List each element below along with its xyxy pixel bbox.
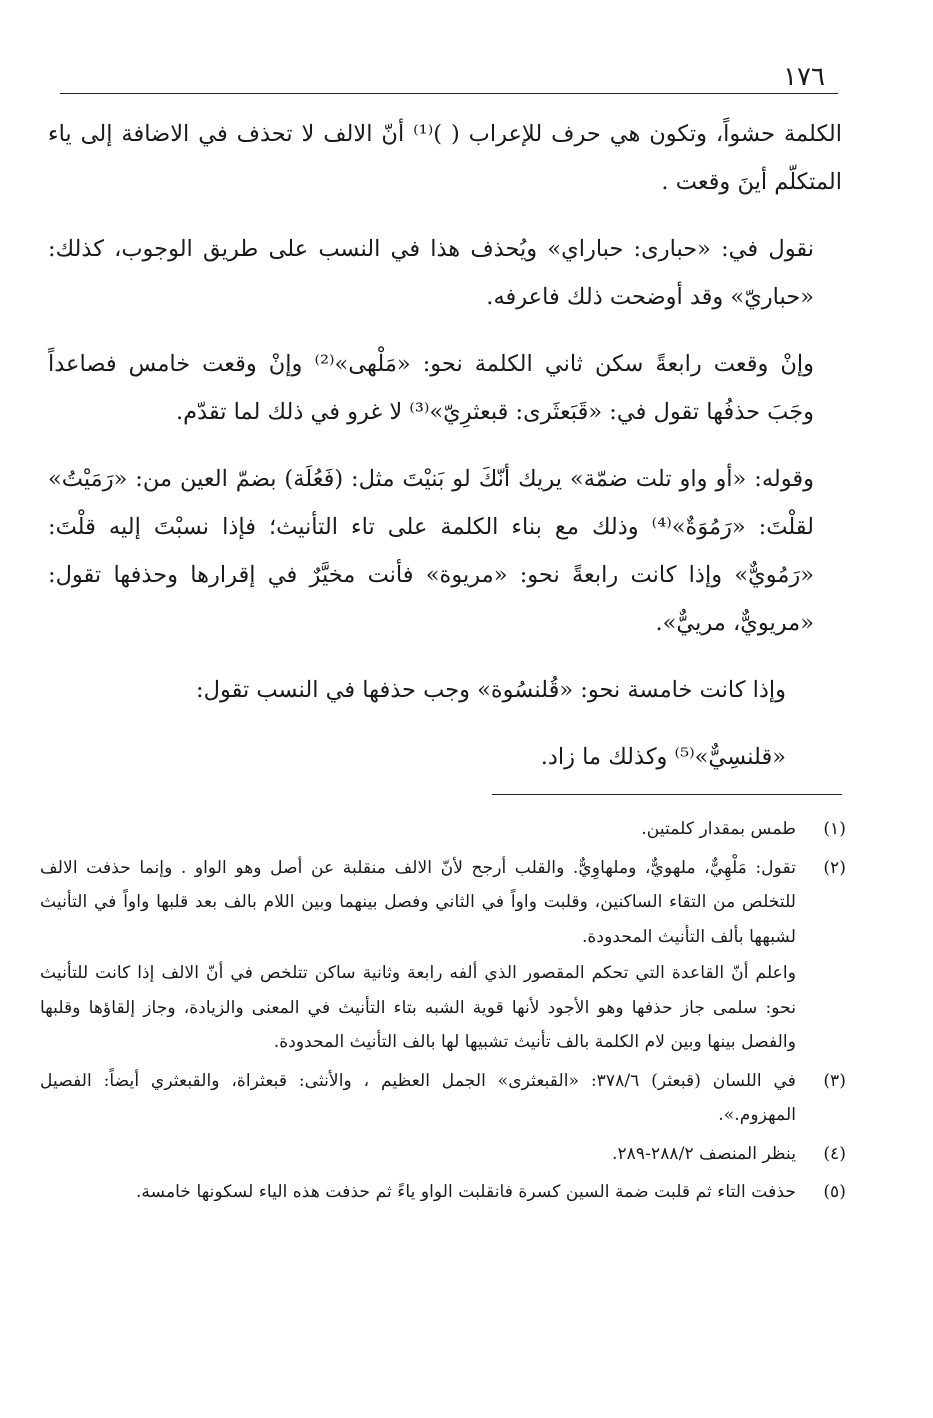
footnote-number: (١) bbox=[823, 819, 846, 839]
header-rule bbox=[60, 93, 838, 94]
footnote-4 bbox=[40, 1137, 846, 1172]
footnote-separator bbox=[492, 794, 842, 795]
footnote-body bbox=[40, 1137, 796, 1172]
footnote-number: (٢) bbox=[823, 857, 846, 878]
footnote-3 bbox=[40, 1064, 846, 1133]
body-paragraph-3: وإنْ وقعت رابعةً سكن ثاني الكلمة نحو: «مَلْهى»⁽²⁾ وإنْ وقعت خامس فصاعداً وجَبَ حذفُها تقول في: «قَبَعثَرى: قبعثرِيّ»⁽³⁾ لا غرو في ذلك لما تقدّم. bbox=[48, 351, 814, 425]
footnote-1 bbox=[40, 812, 846, 847]
footnote-body bbox=[40, 1064, 796, 1133]
footnote-text: حذفت التاء ثم قلبت ضمة السين كسرة فانقلبت الواو ياءً ثم حذفت هذه الياء لسكونها خامسة. bbox=[135, 1182, 796, 1202]
footnotes bbox=[40, 812, 846, 1210]
footnote-body bbox=[40, 851, 796, 1060]
page-number: ١٧٦ bbox=[783, 62, 825, 92]
body-paragraph-6: «قلنسِيٌّ»⁽⁵⁾ وكذلك ما زاد. bbox=[540, 744, 786, 770]
body-paragraph-4: وقوله: «أو واو تلت ضمّة» يريك أنّكَ لو بَنيْتَ مثل: (فَعُلَة) بضمّ العين من: «رَمَيْتُ» لقلْتَ: «رَمُوَةٌ»⁽⁴⁾ وذلك مع بناء الكلمة على تاء التأنيث؛ فإذا نسبْتَ إليه قلْتَ: «رَمُويٌّ» وإذا كانت رابعةً نحو: «مريوة» فأنت مخيَّرٌ في إقرارها وحذفها تقول: «مريويٌّ، مرييٌّ». bbox=[48, 466, 815, 636]
footnote-text: في اللسان (قبعثر) ٣٧٨/٦: «القبعثرى» الجمل العظيم ، والأنثى: قبعثراة، والقبعثري أيضاً: الفصيل المهزوم.». bbox=[40, 1070, 796, 1125]
footnote-text: تقول: مَلْهِيٌّ، ملهويٌّ، وملهاوِيٌّ. والقلب أرجح لأنّ الالف منقلبة عن أصل وهو الواو . وإنما حذفت الالف للتخلص من التقاء الساكنين، وقلبت واواً في الثاني وفصل بينهما وبين اللام بالف بعد قلبها واواً في التأنيث لشبهها بألف التأنيث المحدودة. bbox=[40, 857, 796, 947]
footnote-text: ينظر المنصف ٢٨٨/٢-٢٨٩. bbox=[611, 1143, 796, 1164]
body-paragraph-5: وإذا كانت خامسة نحو: «قُلنسُوة» وجب حذفها في النسب تقول: bbox=[196, 677, 786, 703]
footnote-number: (٣) bbox=[823, 1070, 846, 1091]
footnote-number: (٤) bbox=[823, 1143, 846, 1164]
body-paragraph-2: نقول في: «حبارى: حباراي» ويُحذف هذا في النسب على طريق الوجوب، كذلك: «حباريّ» وقد أوضحت ذلك فاعرفه. bbox=[48, 236, 814, 310]
footnote-body bbox=[40, 1175, 796, 1210]
footnote-2 bbox=[40, 851, 846, 1060]
footnote-body bbox=[40, 812, 796, 847]
footnote-number: (٥) bbox=[823, 1182, 846, 1202]
footnote-5 bbox=[40, 1175, 846, 1210]
footnote-text: واعلم أنّ القاعدة التي تحكم المقصور الذي ألفه رابعة وثانية ساكن تتلخص في أنّ الالف إذا كانت للتأنيث نحو: سلمى جاز حذفها وهو الأجود لأنها قوية الشبه بتاء التأنيث في المعنى والزيادة، وجاز إلقاؤها وقلبها والفصل بينها وبين لام الكلمة بالف تأنيث تشبيها لها بالف التأنيث المحدودة. bbox=[40, 963, 796, 1052]
footnote-text: طمس بمقدار كلمتين. bbox=[641, 819, 796, 839]
main-text bbox=[48, 110, 842, 800]
body-paragraph-1: الكلمة حشواً، وتكون هي حرف للإعراب ( )⁽¹⁾ أنّ الالف لا تحذف في الاضافة إلى ياء المتكلّم أينَ وقعت . bbox=[48, 121, 842, 195]
